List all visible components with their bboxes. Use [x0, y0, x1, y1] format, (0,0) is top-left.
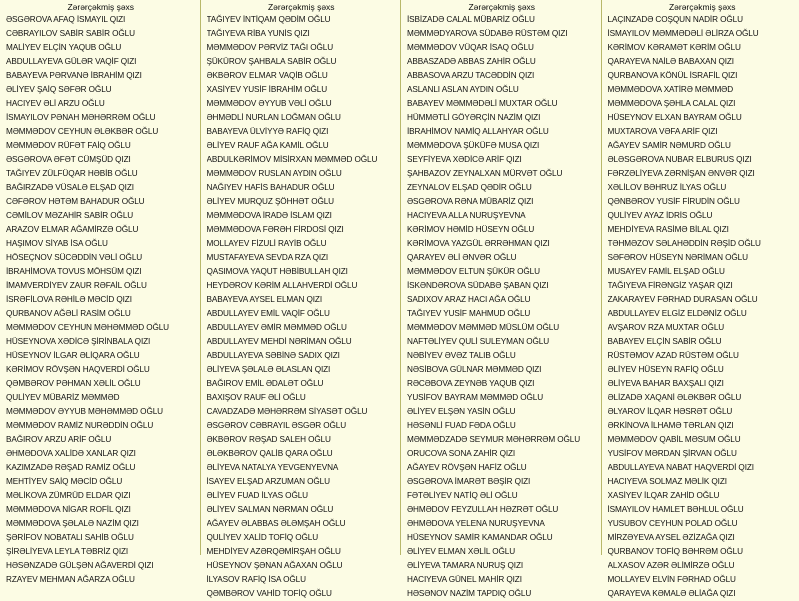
list-item: MƏMMƏDOV ƏYYUB VƏLİ OĞLU: [207, 97, 397, 111]
name-list-1: [6, 13, 196, 587]
list-item: ABDULLAYEV ELGİZ ELDƏNİZ OĞLU: [608, 307, 798, 321]
list-item: HÜSEYNOV ŞƏNAN AĞAXAN OĞLU: [207, 559, 397, 573]
list-item: KƏRİMOV RÖVŞƏN HAQVERDİ OĞLU: [6, 363, 196, 377]
list-item: RƏCƏBOVA ZEYNƏB YAQUB QIZI: [407, 377, 597, 391]
list-item: ƏRKİNOVA İLHAMƏ TƏRLAN QIZI: [608, 419, 798, 433]
list-item: HƏSƏNLİ FUAD FƏDA OĞLU: [407, 419, 597, 433]
list-item: QURBANOV AĞƏLİ RASİM OĞLU: [6, 307, 196, 321]
list-item: QƏMBƏROV PƏHMAN XƏLİL OĞLU: [6, 377, 196, 391]
list-item: HAŞIMOV SİYAB İSA OĞLU: [6, 237, 196, 251]
list-item: XƏLİLOV BƏHRUZ İLYAS OĞLU: [608, 181, 798, 195]
list-item: ƏSGƏROVA AFAQ İSMAYIL QIZI: [6, 13, 196, 27]
list-item: HACIYEVA SOLMAZ MƏLİK QIZI: [608, 475, 798, 489]
list-item: YUSİFOV MƏRDAN ŞİRVAN OĞLU: [608, 447, 798, 461]
list-item: ƏLƏSGƏROVA NUBAR ELBURUS QIZI: [608, 153, 798, 167]
table-column-1: [0, 0, 201, 555]
list-item: QASIMOVA YAQUT HƏBİBULLAH QIZI: [207, 265, 397, 279]
list-item: ŞƏRİFOV NOBATALI SAHİB OĞLU: [6, 531, 196, 545]
list-item: CAVADZADƏ MƏHƏRRƏM SİYASƏT OĞLU: [207, 405, 397, 419]
list-item: İBRAHİMOVA TOVUS MÖHSÜM QIZI: [6, 265, 196, 279]
list-item: AVŞAROV RZA MUXTAR OĞLU: [608, 321, 798, 335]
list-item: MƏMMƏDOV ELTUN ŞÜKÜR OĞLU: [407, 265, 597, 279]
list-item: BABAYEVA PƏRVANƏ İBRAHİM QIZI: [6, 69, 196, 83]
list-item: ŞAHBAZOV ZEYNALXAN MÜRVƏT OĞLU: [407, 167, 597, 181]
list-item: ZEYNALOV ELŞAD QƏDİR OĞLU: [407, 181, 597, 195]
list-item: QARAYEVA KƏMALƏ ƏLİAĞA QIZI: [608, 587, 798, 601]
list-item: TAĞIYEV YUSİF MAHMUD OĞLU: [407, 307, 597, 321]
list-item: BABAYEVA AYSEL ELMAN QIZI: [207, 293, 397, 307]
list-item: MƏMMƏDZADƏ SEYMUR MƏHƏRRƏM OĞLU: [407, 433, 597, 447]
list-item: ABDULLAYEV EMİL VAQİF OĞLU: [207, 307, 397, 321]
list-item: ARAZOV ELMAR AĞAMİRZƏ OĞLU: [6, 223, 196, 237]
list-item: QULİYEV MÜBARİZ MƏMMƏD: [6, 391, 196, 405]
list-item: BAĞIROV ARZU ARİF OĞLU: [6, 433, 196, 447]
list-item: ƏLİYEV SALMAN NƏRMAN OĞLU: [207, 503, 397, 517]
list-item: ŞÜKÜROV ŞAHBALA SABİR OĞLU: [207, 55, 397, 69]
table-column-4: [602, 0, 799, 555]
list-item: ABDULLAYEV MEHDİ NƏRİMAN OĞLU: [207, 335, 397, 349]
list-item: KƏRİMOVA YAZGÜL ƏRRƏHMAN QIZI: [407, 237, 597, 251]
list-item: MƏMMƏDOV PƏRVİZ TAĞI OĞLU: [207, 41, 397, 55]
list-item: İSMAYILOV MƏMMƏDƏLİ ƏLİRZA OĞLU: [608, 27, 798, 41]
list-item: ƏLİZADƏ XAQANİ ƏLƏKBƏR OĞLU: [608, 391, 798, 405]
name-list-3: [407, 13, 597, 601]
list-item: QARAYEVA NAİLƏ BABAXAN QIZI: [608, 55, 798, 69]
list-item: ABDULLAYEV ƏMİR MƏMMƏD OĞLU: [207, 321, 397, 335]
list-item: ABDULKƏRİMOV MİSİRXAN MƏMMƏD OĞLU: [207, 153, 397, 167]
list-item: MİRZƏYEVA AYSEL ƏZİZAĞA QIZI: [608, 531, 798, 545]
list-item: ZAKARAYEV FƏRHAD DURASAN OĞLU: [608, 293, 798, 307]
list-item: SEYFİYEVA XƏDİCƏ ARİF QIZI: [407, 153, 597, 167]
list-item: MƏMMƏDOV VÜQAR İSAQ OĞLU: [407, 41, 597, 55]
list-item: ƏLİYEV ELŞƏN YASİN OĞLU: [407, 405, 597, 419]
list-item: MƏMMƏDOVA FƏRƏH FİRDOSİ QIZI: [207, 223, 397, 237]
list-item: ƏHMƏDLİ NURLAN LOĞMAN OĞLU: [207, 111, 397, 125]
list-item: CƏBRAYILOV SABİR SABİR OĞLU: [6, 27, 196, 41]
list-item: HEYDƏROV KƏRİM ALLAHVERDİ OĞLU: [207, 279, 397, 293]
list-item: ABBASOVA ARZU TACƏDDİN QIZI: [407, 69, 597, 83]
list-item: RZAYEV MEHMAN AĞARZA OĞLU: [6, 573, 196, 587]
list-item: CƏFƏROV HƏTƏM BAHADUR OĞLU: [6, 195, 196, 209]
list-item: ƏKBƏROV RƏŞAD SALEH OĞLU: [207, 433, 397, 447]
list-item: İBRAHİMOV NAMİQ ALLAHYAR OĞLU: [407, 125, 597, 139]
list-item: NAFTƏLİYEV QULİ SULEYMAN OĞLU: [407, 335, 597, 349]
list-item: MƏMMƏDOVA ŞƏLALƏ NAZİM QIZI: [6, 517, 196, 531]
list-item: HACIYEVA GÜNEL MAHİR QIZI: [407, 573, 597, 587]
list-item: ƏSGƏROVA İMARƏT BƏŞİR QIZI: [407, 475, 597, 489]
list-item: ABDULLAYEVA GÜLƏR VAQİF QIZI: [6, 55, 196, 69]
list-item: ABDULLAYEVA NABAT HAQVERDİ QIZI: [608, 461, 798, 475]
list-item: İLYASOV RAFİQ İSA OĞLU: [207, 573, 397, 587]
list-item: MEHDİYEVA RASİMƏ BİLAL QIZI: [608, 223, 798, 237]
list-item: QURBANOVA KÖNÜL İSRAFİL QIZI: [608, 69, 798, 83]
list-item: MEHTİYEV SAİQ MƏCİD OĞLU: [6, 475, 196, 489]
list-item: MOLLAYEV FİZULİ RAYİB OĞLU: [207, 237, 397, 251]
list-item: RÜSTƏMOV AZAD RÜSTƏM OĞLU: [608, 349, 798, 363]
column-header: Zərərçəkmiş şəxs: [407, 2, 597, 13]
list-item: ƏLİYEVA NATALYA YEVGENYEVNA: [207, 461, 397, 475]
list-item: NƏBİYEV ƏVƏZ TALIB OĞLU: [407, 349, 597, 363]
list-item: MUSTAFAYEVA SEVDA RZA QIZI: [207, 251, 397, 265]
list-item: MƏMMƏDOV RÜFƏT FAİQ OĞLU: [6, 139, 196, 153]
list-item: ƏHMƏDOV FEYZULLAH HƏZRƏT OĞLU: [407, 503, 597, 517]
list-item: ƏLİYEVA TAMARA NURUŞ QIZI: [407, 559, 597, 573]
list-item: NAĞIYEV HAFİS BAHADUR OĞLU: [207, 181, 397, 195]
list-item: MUSAYEV FAMİL ELŞAD OĞLU: [608, 265, 798, 279]
list-item: MƏMMƏDOV ƏYYUB MƏHƏMMƏD OĞLU: [6, 405, 196, 419]
list-item: NƏSİBOVA GÜLNAR MƏMMƏD QIZI: [407, 363, 597, 377]
list-item: AĞAYEV SAMİR NƏMURD OĞLU: [608, 139, 798, 153]
list-item: KAZIMZADƏ RƏŞAD RAMİZ OĞLU: [6, 461, 196, 475]
list-item: SƏFƏROV HÜSEYN NƏRİMAN OĞLU: [608, 251, 798, 265]
list-item: HÜSEYNOV SAMİR KAMANDAR OĞLU: [407, 531, 597, 545]
list-item: LAÇINZADƏ COŞQUN NADİR OĞLU: [608, 13, 798, 27]
list-item: BABAYEVA ÜLVİYYƏ RAFİQ QIZI: [207, 125, 397, 139]
list-item: İSRƏFİLOVA RƏHİLƏ MƏCİD QIZI: [6, 293, 196, 307]
list-item: MALİYEV ELÇİN YAQUB OĞLU: [6, 41, 196, 55]
list-item: TAĞIYEV İNTİQAM QƏDİM OĞLU: [207, 13, 397, 27]
list-item: AĞAYEV RÖVŞƏN HAFİZ OĞLU: [407, 461, 597, 475]
list-item: BAĞIROV EMİL ƏDALƏT OĞLU: [207, 377, 397, 391]
list-item: KƏRİMOV KƏRAMƏT KƏRİM OĞLU: [608, 41, 798, 55]
list-item: HƏSƏNOV NAZİM TAPDIQ OĞLU: [407, 587, 597, 601]
name-list-4: [608, 13, 798, 601]
list-item: BABAYEV ELÇİN SABİR OĞLU: [608, 335, 798, 349]
list-item: QƏMBƏROV VAHİD TOFİQ OĞLU: [207, 587, 397, 601]
list-item: İSMAYILOV PƏNAH MƏHƏRRƏM OĞLU: [6, 111, 196, 125]
list-item: MƏMMƏDOVA ŞƏHLA CALAL QIZI: [608, 97, 798, 111]
list-item: MOLLAYEV ELVİN FƏRHAD OĞLU: [608, 573, 798, 587]
list-item: ƏLİYEV MURQUZ ŞÖHHƏT OĞLU: [207, 195, 397, 209]
list-item: XASİYEV İLQAR ZAHİD OĞLU: [608, 489, 798, 503]
list-item: ASLANLI ASLAN AYDIN OĞLU: [407, 83, 597, 97]
list-item: ƏHMƏDOVA XALİDƏ XANLAR QIZI: [6, 447, 196, 461]
list-item: HƏSƏNZADƏ GÜLŞƏN AĞAVERDİ QIZI: [6, 559, 196, 573]
list-item: ƏLİYEV HÜSEYN RAFİQ OĞLU: [608, 363, 798, 377]
list-item: ƏSGƏROVA ƏFƏT CÜMŞÜD QIZI: [6, 153, 196, 167]
table-column-3: [401, 0, 602, 555]
list-item: MƏMMƏDOVA NİGAR ROFİL QIZI: [6, 503, 196, 517]
list-item: MEHDİYEV AZƏRQƏMİRŞAH OĞLU: [207, 545, 397, 559]
list-item: ALXASOV AZƏR ƏLİMİRZƏ OĞLU: [608, 559, 798, 573]
list-item: ƏLƏKBƏROV QALİB QARA OĞLU: [207, 447, 397, 461]
list-item: MƏMMƏDOV CEYHUN MƏHƏMMƏD OĞLU: [6, 321, 196, 335]
list-item: İMAMVERDİYEV ZAUR RƏFAİL OĞLU: [6, 279, 196, 293]
list-item: ƏLİYEVA BAHAR BAXŞALI QIZI: [608, 377, 798, 391]
list-item: QƏNBƏROV YUSİF FİRUDİN OĞLU: [608, 195, 798, 209]
list-item: QULİYEV XALİD TOFİQ OĞLU: [207, 531, 397, 545]
list-item: MƏMMƏDOV CEYHUN ƏLƏKBƏR OĞLU: [6, 125, 196, 139]
list-item: AĞAYEV ƏLABBAS ƏLƏMŞAH OĞLU: [207, 517, 397, 531]
list-item: ƏSGƏROV CƏBRAYIL ƏSGƏR OĞLU: [207, 419, 397, 433]
list-item: MƏMMƏDOVA ŞÜKÜFƏ MUSA QIZI: [407, 139, 597, 153]
list-item: TAĞIYEV ZÜLFÜQAR HƏBİB OĞLU: [6, 167, 196, 181]
list-item: ƏLİYEV FUAD İLYAS OĞLU: [207, 489, 397, 503]
list-item: ƏKBƏROV ELMAR VAQİB OĞLU: [207, 69, 397, 83]
list-item: QARAYEV ƏLİ ƏNVƏR OĞLU: [407, 251, 597, 265]
list-item: ƏLİYEV ŞAİQ SƏFƏR OĞLU: [6, 83, 196, 97]
list-item: İSBİZADƏ CALAL MÜBARİZ OĞLU: [407, 13, 597, 27]
list-item: KƏRİMOV HƏMİD HÜSEYN OĞLU: [407, 223, 597, 237]
list-item: XASİYEV YUSİF İBRAHİM OĞLU: [207, 83, 397, 97]
list-item: TAĞIYEVA RİBA YUNİS QIZI: [207, 27, 397, 41]
list-item: TAĞIYEVA FİRƏNGİZ YAŞAR QIZI: [608, 279, 798, 293]
list-item: İSAYEV ELŞAD ARZUMAN OĞLU: [207, 475, 397, 489]
list-item: QULİYEV AYAZ İDRİS OĞLU: [608, 209, 798, 223]
list-item: ƏSGƏROVA RƏNA MÜBARİZ QIZI: [407, 195, 597, 209]
list-item: YUSUBOV CEYHUN POLAD OĞLU: [608, 517, 798, 531]
column-header: Zərərçəkmiş şəxs: [6, 2, 196, 13]
list-item: FƏTƏLİYEV NATİQ ƏLİ OĞLU: [407, 489, 597, 503]
list-item: HÜSEYNOVA XƏDİCƏ ŞİRİNBALA QIZI: [6, 335, 196, 349]
list-item: ƏLİYEVA ŞƏLALƏ ƏLASLAN QIZI: [207, 363, 397, 377]
list-item: BAĞIRZADƏ VÜSALƏ ELŞAD QIZI: [6, 181, 196, 195]
list-item: MƏLİKOVA ZÜMRÜD ELDAR QIZI: [6, 489, 196, 503]
name-list-2: [207, 13, 397, 601]
list-item: CƏMİLOV MƏZAHİR SABİR OĞLU: [6, 209, 196, 223]
list-item: FƏRZƏLİYEVA ZƏRNİŞAN ƏNVƏR QIZI: [608, 167, 798, 181]
list-item: SADIXOV ARAZ HACI AĞA OĞLU: [407, 293, 597, 307]
list-item: ŞİRƏLİYEVA LEYLA TƏBRİZ QIZI: [6, 545, 196, 559]
list-item: ABBASZADƏ ABBAS ZAHİR OĞLU: [407, 55, 597, 69]
list-item: TƏHMƏZOV SƏLAHƏDDİN RƏŞİD OĞLU: [608, 237, 798, 251]
list-item: HACIYEV ƏLİ ARZU OĞLU: [6, 97, 196, 111]
list-item: YUSİFOV BAYRAM MƏMMƏD OĞLU: [407, 391, 597, 405]
column-header: Zərərçəkmiş şəxs: [608, 2, 798, 13]
list-item: MƏMMƏDYAROVA SÜDABƏ RÜSTƏM QIZI: [407, 27, 597, 41]
list-item: MƏMMƏDOV MƏMMƏD MÜSLÜM OĞLU: [407, 321, 597, 335]
list-item: QURBANOV TOFİQ BƏHRƏM OĞLU: [608, 545, 798, 559]
list-item: MƏMMƏDOVA İRADƏ İSLAM QIZI: [207, 209, 397, 223]
list-item: HÜMMƏTLİ GÖYƏRÇİN NAZİM QIZI: [407, 111, 597, 125]
list-item: ƏLYAROV İLQAR HƏSRƏT OĞLU: [608, 405, 798, 419]
column-header: Zərərçəkmiş şəxs: [207, 2, 397, 13]
list-item: BABAYEV MƏMMƏDƏLİ MUXTAR OĞLU: [407, 97, 597, 111]
list-item: MƏMMƏDOV QABİL MƏSUM OĞLU: [608, 433, 798, 447]
list-item: HACIYEVA ALLA NURUŞYEVNA: [407, 209, 597, 223]
list-item: HÖSEÇNOV SÜCƏDDİN VƏLİ OĞLU: [6, 251, 196, 265]
table-column-2: [201, 0, 402, 555]
list-item: ƏLİYEV ELMAN XƏLİL OĞLU: [407, 545, 597, 559]
list-item: ƏHMƏDOVA YELENA NURUŞYEVNA: [407, 517, 597, 531]
list-item: İSMAYILOV HAMLET BƏHLUL OĞLU: [608, 503, 798, 517]
list-item: İSKƏNDƏROVA SÜDABƏ ŞABAN QIZI: [407, 279, 597, 293]
list-item: MƏMMƏDOV RUSLAN AYDIN OĞLU: [207, 167, 397, 181]
list-item: MƏMMƏDOV RAMİZ NURƏDDİN OĞLU: [6, 419, 196, 433]
list-item: ORUCOVA SONA ZAHİR QIZI: [407, 447, 597, 461]
list-item: ABDULLAYEVA SƏBİNƏ SADIX QIZI: [207, 349, 397, 363]
list-item: MƏMMƏDOVA XATİRƏ MƏMMƏD: [608, 83, 798, 97]
list-item: BAXIŞOV RAUF ƏLİ OĞLU: [207, 391, 397, 405]
list-item: HÜSEYNOV İLGAR ƏLİQARA OĞLU: [6, 349, 196, 363]
list-item: HÜSEYNOV ELXAN BAYRAM OĞLU: [608, 111, 798, 125]
list-item: MUXTAROVA VƏFA ARİF QIZI: [608, 125, 798, 139]
list-item: ƏLİYEV RAUF AĞA KAMİL OĞLU: [207, 139, 397, 153]
